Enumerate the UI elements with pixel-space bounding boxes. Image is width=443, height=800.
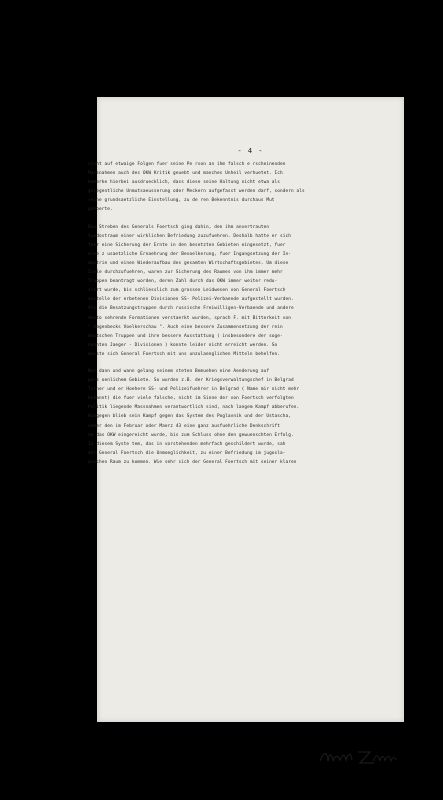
signature-icon: [318, 747, 398, 769]
paragraph-gap: [88, 359, 404, 367]
text-line: Hingegen blieb sein Kampf gegen das System des Poglavnik und der Ustascha,: [88, 414, 292, 420]
text-line: Als die Besatzungstruppen durch russische Freiwilligen-Verbaende und andere: [88, 306, 294, 312]
text-line: nicht auf etwaige Folgen fuer seine Pe rson an ihm falsch e rscheinenden: [88, 162, 286, 167]
text-line: gelegentliche Unmutsaeusserung oder Meckern aufgefasst werden darf, sondern als: [88, 189, 305, 195]
text-line: nannten Jaeger - Divisionen ) konnte leider nicht erreicht werden. So: [88, 342, 278, 348]
paragraph: [88, 367, 404, 467]
text-line: eine z usaetzliche Ernaehrung der Bevoelkerung, fuer Ingangsetzung der In-: [88, 251, 292, 257]
text-line: Truppen beantragt worden, deren Zahl durch das OKW immer weiter redu-: [88, 279, 278, 285]
text-line: gehoerte.: [88, 207, 113, 213]
text-line: pers oenlichem Gebiete. So wurden z.B. der Kriegsverwaltungschef in Belgrad: [88, 378, 294, 384]
paragraph: [88, 223, 404, 359]
paragraph-container: [88, 160, 404, 467]
page-number: - 4 -: [237, 147, 264, 155]
text-line: Massnahmen auch des OKW Kritik geuebt und manches Unheil verhuetet. Ich: [88, 171, 283, 177]
text-line: Politik liegende Massnahmen verantwortlich sind, nach langem Kampf abberufen.: [88, 405, 300, 411]
text-line: In diesem Syste tem, das in vorstehenden mehrfach geschildert wurde, sah: [88, 441, 286, 447]
text-line: Ziele durchzufuehren, waren zur Sicherung des Raumes von ihm immer mehr: [88, 270, 283, 276]
text-line: Suedostraum einer wirklichen Befriedung zuzufuehren. Deshalb hatte er sich: [88, 233, 292, 239]
text-line: wischen Raum zu kommen. Wie sehr sich der General Foertsch mit seiner klaren: [88, 459, 297, 465]
text-line: seine grundsaetzliche Einstellung, zu de ren Bekenntnis durchaus Mut: [88, 198, 275, 204]
text-line: bemerke hierbei ausdruecklich, dass diese seine Haltung nicht etwa als: [88, 180, 281, 186]
text-line: musste sich General Foertsch mit uns unzulaenglichen Mitteln behelfen.: [88, 351, 281, 357]
text-line: Turner und er Hoehere SS- und Polizeifuehrer in Belgrad ( Name mir nicht mehr: [88, 387, 300, 393]
paragraph: [88, 160, 404, 215]
text-line: an das OKW eingereicht wurde, bis zum Schluss ohne den gewuenschten Erfolg.: [88, 432, 294, 438]
handwritten-signature: [318, 747, 398, 769]
document-body: [88, 160, 404, 467]
text-line: deutschen Truppen und ihre bessere Ausstattung ( insbesondere der soge-: [88, 333, 283, 339]
text-line: fuer eine Sicherung der Ernte in den besetzten Gebieten eingesetzt, fuer: [88, 242, 286, 248]
text-line: anstelle der erbetenen Divisionen SS- Polizei-Verbaende aufgestellt wurden.: [88, 297, 294, 303]
text-line: desto sehrende Formationen verstaerkt wurden, sprach F. mit Bitterkeit von: [88, 315, 292, 321]
paragraph-gap: [88, 215, 404, 223]
text-line: der General Foertsch die Unmoeglichkeit, zu einer Befriedung im jugosla-: [88, 450, 286, 456]
text-line: Nur dann und wann gelang seinem steten Bemuehen eine Aenderung auf: [88, 368, 270, 374]
text-line: Das Streben des Generals Foertsch ging dahin, den ihm anvertrauten: [88, 224, 270, 230]
text-line: bekannt) die fuer viele falsche, nicht im Sinne der von Foertsch verfolgten: [88, 396, 294, 402]
text-line: dustrie und einen Wiederaufbau des gesamten Wirtschaftsgebietes. Um diese: [88, 260, 289, 266]
text-line: ueber den im Februar oder Maerz 43 eine ganz ausfuehrliche Denkschrift: [88, 423, 281, 429]
text-line: " Hagenbecks Voelkerschau ". Auch eine bessere Zusammensetzung der rein: [88, 324, 283, 330]
text-line: ziert wurde, bis schliesslich zum grossen Leidwesen von General Foertsch: [88, 288, 286, 294]
